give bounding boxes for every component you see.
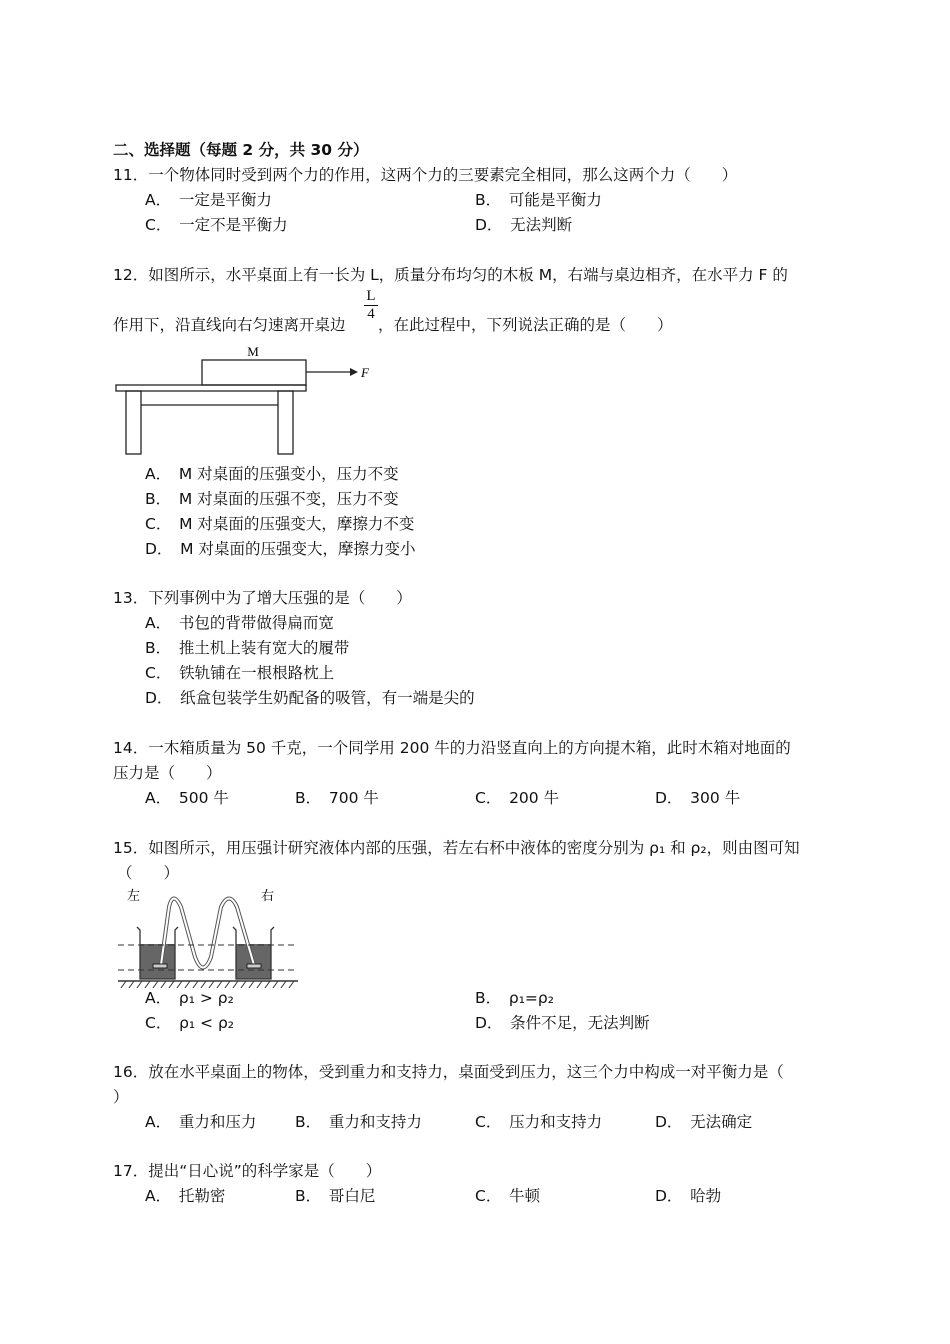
q14-option-d: D． 300 牛 [655,789,741,807]
q11-option-d: D． 无法判断 [475,216,573,234]
q17-option-a: A． 托勒密 [145,1187,226,1205]
question-12-stem: 12．如图所示，水平桌面上有一长为 L，质量分布均匀的木板 M，右端与桌边相齐，在水平力 F 的 [113,266,788,284]
q15-option-c: C． ρ₁ < ρ₂ [145,1014,235,1032]
q13-option-c: C． 铁轨铺在一根根路枕上 [145,664,335,682]
q17-option-b: B． 哥白尼 [295,1187,376,1205]
question-15-stem-line2: （ ） [117,864,180,882]
fraction-l-over-4 [364,288,378,323]
q16-option-a: A． 重力和压力 [145,1113,257,1131]
q11-option-a: A． 一定是平衡力 [145,191,272,209]
pressure-gauge-figure [113,882,303,988]
force-label: F [361,365,369,380]
q11-option-c: C． 一定不是平衡力 [145,216,288,234]
question-13-stem: 13．下列事例中为了增大压强的是（ ） [113,589,412,607]
block-label: M [247,344,259,359]
question-16-stem-line2: ） [113,1088,129,1106]
fraction-denominator: 4 [367,306,375,322]
right-label: 右 [261,889,275,904]
question-11-stem: 11．一个物体同时受到两个力的作用，这两个力的三要素完全相同，那么这两个力（ ） [113,166,738,184]
q17-option-d: D． 哈勃 [655,1187,722,1205]
q14-option-c: C． 200 牛 [475,789,560,807]
q15-option-b: B． ρ₁=ρ₂ [475,989,554,1007]
question-12-stem-line2: 作用下，沿直线向右匀速离开桌边 [113,316,346,334]
fraction-numerator: L [364,288,378,306]
left-label: 左 [127,889,141,904]
q13-option-a: A． 书包的背带做得扁而宽 [145,614,334,632]
q15-option-a: A． ρ₁ > ρ₂ [145,989,234,1007]
question-17-stem: 17．提出“日心说”的科学家是（ ） [113,1162,382,1180]
question-15-stem: 15．如图所示，用压强计研究液体内部的压强，若左右杯中液体的密度分别为 ρ₁ 和 ρ₂，则由图可知 [113,839,800,857]
question-14-stem-line2: 压力是（ ） [113,764,222,782]
question-16-stem: 16．放在水平桌面上的物体，受到重力和支持力，桌面受到压力，这三个力中构成一对平衡力是（ [113,1063,784,1081]
q16-option-d: D． 无法确定 [655,1113,753,1131]
q13-option-b: B． 推土机上装有宽大的履带 [145,639,350,657]
table-board-figure [110,340,380,460]
question-14-stem: 14．一木箱质量为 50 千克，一个同学用 200 牛的力沿竖直向上的方向提木箱，此时木箱对地面的 [113,739,791,757]
q15-option-d: D． 条件不足，无法判断 [475,1014,650,1032]
question-12-stem-line2b: ，在此过程中，下列说法正确的是（ ） [378,316,673,334]
q16-option-b: B． 重力和支持力 [295,1113,422,1131]
q16-option-c: C． 压力和支持力 [475,1113,603,1131]
q12-option-a: A． M 对桌面的压强变小，压力不变 [145,465,399,483]
q13-option-d: D． 纸盒包装学生奶配备的吸管，有一端是尖的 [145,689,475,707]
q12-option-b: B． M 对桌面的压强不变，压力不变 [145,490,399,508]
q17-option-c: C． 牛顿 [475,1187,541,1205]
q12-option-d: D． M 对桌面的压强变大，摩擦力变小 [145,540,416,558]
q11-option-b: B． 可能是平衡力 [475,191,602,209]
q14-option-b: B． 700 牛 [295,789,379,807]
q12-option-c: C． M 对桌面的压强变大，摩擦力不变 [145,515,415,533]
section-title: 二、选择题（每题 2 分，共 30 分） [113,141,369,159]
q14-option-a: A． 500 牛 [145,789,229,807]
